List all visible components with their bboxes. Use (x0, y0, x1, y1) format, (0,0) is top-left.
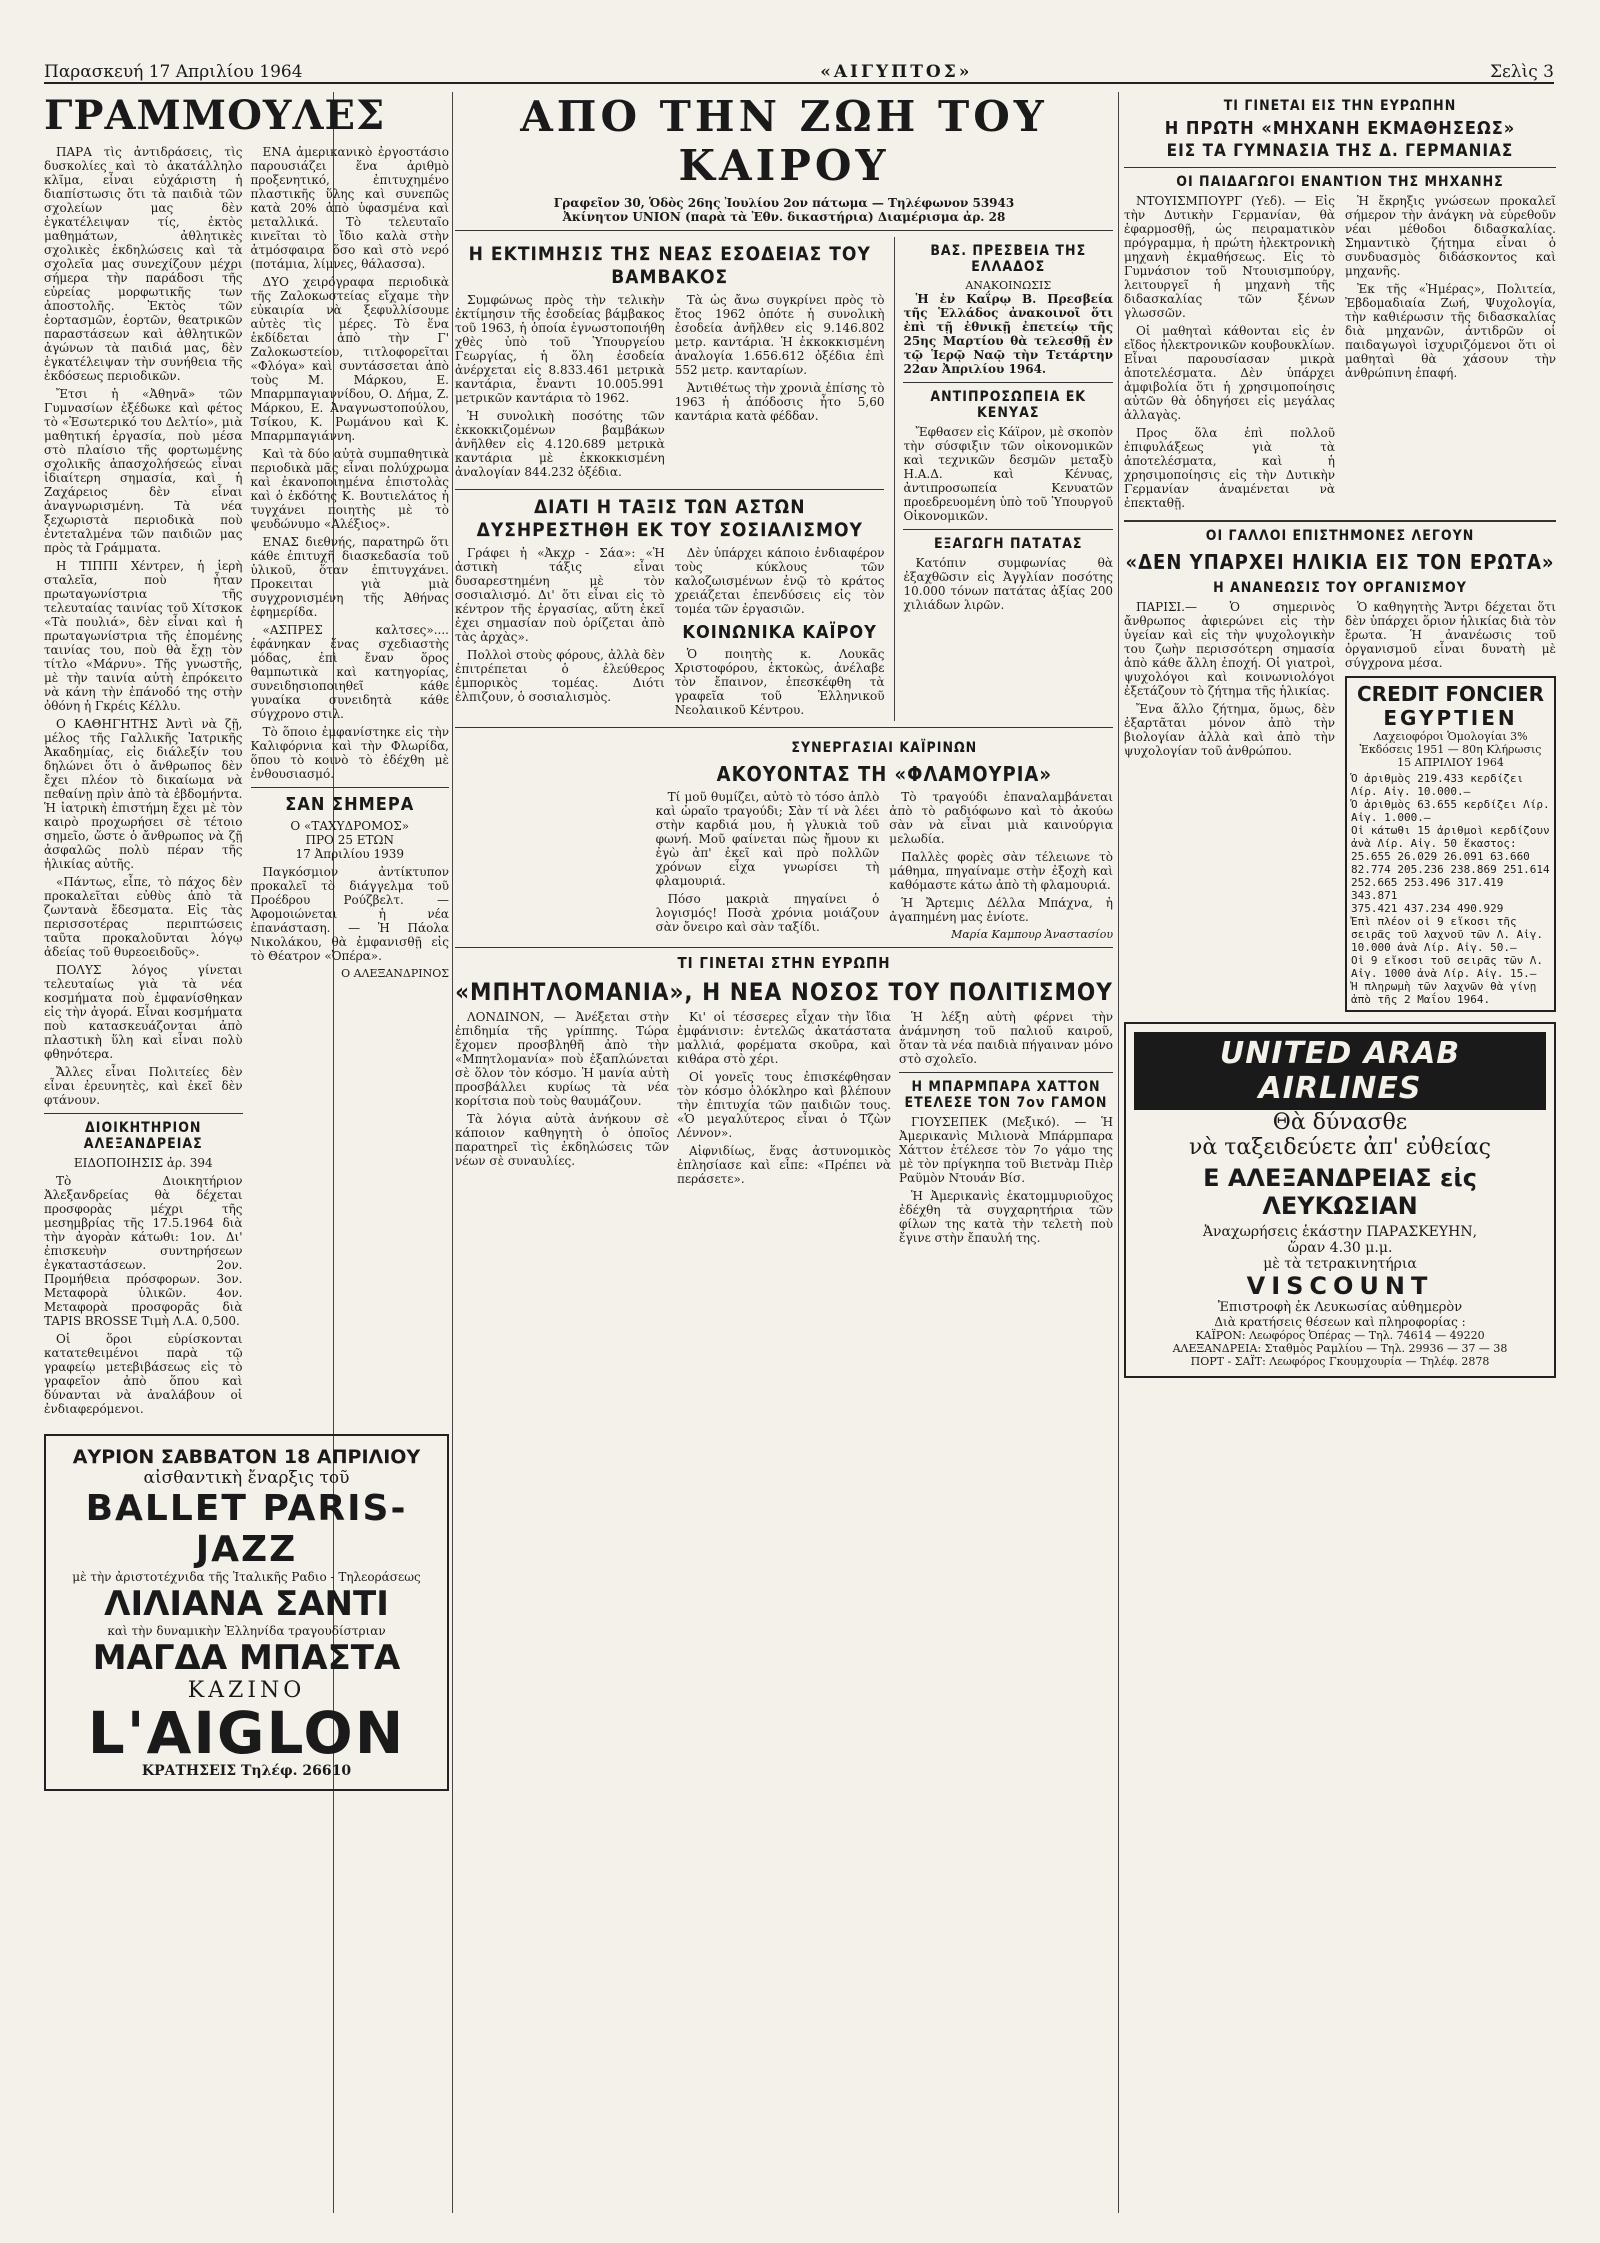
paragraph: «Πάντως, εἶπε, τὸ πάχος δὲν προκαλεῖται εὐθὺς ἀπὸ τὰ ζωντανὰ ἔδεσματα. Εἰς τὰς περισσοτέρας περιπτώσεις ταῦτα προκαλοῦνται λόγῳ ἀδείας τοῦ θυρεοειδοῦς». (44, 875, 243, 959)
article-heading: «ΔΕΝ ΥΠΑΡΧΕΙ ΗΛΙΚΙΑ ΕΙΣ ΤΟΝ ΕΡΩΤΑ» (1125, 550, 1555, 574)
notice-row: Ὁ ἀριθμὸς 219.433 κερδίζει Λίρ. Αἰγ. 10.000.— (1351, 772, 1524, 798)
ad-venue-name: L'AIGLON (87, 1699, 406, 1767)
on-this-day-sub: Ο «ΤΑΧΥΔΡΟΜΟΣ» (290, 819, 410, 833)
office-address: Ἀκίνητον UNION (παρὰ τὰ Ἐθν. δικαστήρια) Διαμέρισμα ἀρ. 28 (562, 210, 1006, 224)
paragraph: Τί μοῦ θυμίζει, αὐτὸ τὸ τόσο ἁπλὸ καὶ ὡραῖο τραγούδι; Σὰν τί νὰ λέει στὴν καρδιά μου, ἡ γλυκιὰ τοῦ φωνή. Μοῦ φαίνεται πὼς ἤμουν κι ἐγὼ ἀπ' ἐκεῖ καὶ πρὸ πολλῶν χρόνων εἶχα γνωρίσει τὴ φλαμουριά. (655, 790, 880, 888)
paragraph: ΕΝΑ ἀμερικανικὸ ἐργοστάσιο παρουσιάζει ἕνα ἀριθμὸ προξενητικό, ἐπιτυχημένο πλαστικῆς ὕλης καὶ συνεπῶς κατὰ 20% ἀπὸ ὑφασμένα καὶ μεταλλικά. Τὸ τελευταῖο κινεῖται τὸ ἴδιο καλὰ στὴν ἀτμόσφαιρα ὅσο καὶ στὸ νερό (ποτάμια, λίμνες, θάλασσα). (250, 145, 449, 271)
paragraph: Η ΤΙΠΠΙ Χέντρεν, ἡ ἱερὴ σταλεῖα, ποὺ ἦταν πρωταγωνίστρια τῆς τελευταίας ταινίας τοῦ Χίτσκοκ «Τὰ πουλιά», δὲν εἶναι καὶ ἡ πρωταγωνίστρια τῆς ἐπομένης ταινίας του, ποὺ θὰ ἔχῃ τὸν τίτλο «Μάρνυ». Τῆς γνωστῆς, μὲ τὴν ταινία αὐτὴ ἐπρόκειτο νὰ κάνη τὴν ἐπάνοδό της στὴν ὀθόνη ἡ Γκρέις Κέλλυ. (44, 559, 243, 713)
signature: Ο ΑΛΕΞΑΝΔΡΙΝΟΣ (341, 967, 449, 980)
paragraph: Οἱ γονεῖς τους ἐπισκέφθησαν τὸν κόσμο ὁλόκληρο καὶ βλέπουν τὴν ἐπιτυχία τῶν παιδιῶν τους. «Ὁ μεγαλύτερος εἶναι ὁ Τζὼν Λέννον». (677, 1070, 891, 1140)
paragraph: Κατόπιν συμφωνίας θὰ ἐξαχθῶσιν εἰς Ἀγγλίαν ποσότης 10.000 τόνων πατάτας ἀξίας 200 χιλιάδων λιρῶν. (903, 556, 1113, 612)
ad-line: Ἀναχωρήσεις ἑκάστην ΠΑΡΑΣΚΕΥΗΝ, (1202, 1224, 1478, 1240)
notice-end: Οἱ ὅροι εὑρίσκονται κατατεθειμένοι παρὰ τῷ γραφείῳ μετεβιβάσεως εἰς τὸ γραφεῖον ἀπὸ ὅπου καὶ δύνανται νὰ ἀναλάβουν οἱ ἐνδιαφερόμενοι. (44, 1332, 243, 1416)
on-this-day-body: Παγκόσμιον ἀντίκτυπον προκαλεῖ τὸ διάγγελμα τοῦ Προέδρου Ρούζβελτ. — Ἀφομοιώνεται ἡ νέα ἐπανάσταση. — Ἡ Πάολα Νικολάκου, θὰ ἐμφανισθῇ εἰς τὸ Θέατρον «Ὀπέρα». (250, 865, 449, 963)
paragraph: Δὲν ὑπάρχει κάποιο ἐνδιαφέρον τοὺς κύκλους τῶν καλοζωισμένων ἐνῷ τὸ κράτος χρειάζεται ἐπενδύσεις εἰς τὸν τομέα τῶν ἐργασιῶν. (674, 546, 885, 616)
article-heading: ΕΞΑΓΩΓΗ ΠΑΤΑΤΑΣ (933, 536, 1083, 552)
paragraph: Αἰφνιδίως, ἕνας ἀστυνομικὸς ἐπλησίασε καὶ εἶπε: «Πρέπει νὰ περάσετε». (677, 1144, 891, 1186)
article-heading: Η ΕΚΤΙΜΗΣΙΣ ΤΗΣ ΝΕΑΣ ΕΣΟΔΕΙΑΣ ΤΟΥ ΒΑΜΒΑΚΟΣ (468, 243, 871, 288)
ad-artist: ΜΑΓΔΑ ΜΠΑΣΤΑ (92, 1638, 401, 1678)
ad-line: μὲ τὰ τετρακινητήρια (1263, 1256, 1417, 1272)
signature: Μαρία Καμπουρ Ἀναστασίου (951, 928, 1113, 941)
article-heading: «ΜΠΗΤΛΟΜΑΝΙΑ», Η ΝΕΑ ΝΟΣΟΣ ΤΟΥ ΠΟΛΙΤΙΣΜΟΥ (455, 978, 1113, 1006)
notice-line: Λαχειοφόροι Ὁμολογίαι 3% (1373, 730, 1528, 743)
ad-contact: ΑΛΕΞΑΝΔΡΕΙΑ: Σταθμὸς Ραμλίου — Τηλ. 29936 — 37 — 38 (1172, 1342, 1508, 1355)
ad-line: Ἐπιστροφὴ ἐκ Λευκωσίας αὐθημερὸν (1217, 1300, 1463, 1315)
casino-advertisement (44, 1434, 449, 1791)
column-rule (1118, 92, 1119, 2213)
paragraph: Τὰ ὡς ἄνω συγκρίνει πρὸς τὸ ἔτος 1962 ὁπότε ἡ συνολικὴ ἐσοδεία ἀνῆλθεν εἰς 9.146.802 μετρ. καντάρια. Ἡ ἐκκοκκισμένη ἀναλογία 1.656.612 ὀξέδια ἐπὶ 552 μετρ. κανταρίων. (674, 293, 885, 377)
paragraph: Κι' οἱ τέσσερες εἶχαν τὴν ἴδια ἐμφάνισιν: ἐντελῶς ἀκατάστατα μαλλιά, φορέματα σκοῦρα, καὶ κιθάρα στὸ χέρι. (677, 1010, 891, 1066)
article-kicker: ΣΥΝΕΡΓΑΣΙΑΙ ΚΑΪΡΙΝΩΝ (791, 740, 978, 756)
paragraph: Ο ΚΑΘΗΓΗΤΗΣ Ἀντὶ νὰ ζῇ, μέλος τῆς Γαλλικῆς Ἰατρικῆς Ἀκαδημίας, εἰς διάλεξίν του δηλώνει ὅτι ὁ ἄνθρωπος δὲν ἔχει πλέον τὸ δικαίωμα νὰ πεθαίνῃ πρὶν ἀπὸ τὰ ἑβδομήντα. Ἡ ἰατρικὴ ἐπιστήμη ἔχει μὲ τὸν καιρὸ προχωρήσει σὲ τέτοιο σημεῖο, ὥστε ὁ ἄνθρωπος νὰ ζῇ ἀσφαλῶς πολὺ πέραν τῆς ἡλικίας αὐτῆς. (44, 717, 243, 871)
masthead (44, 60, 1554, 84)
column-heading: ΓΡΑΜΜΟΥΛΕΣ (44, 92, 386, 139)
column-cairo-life (455, 92, 1113, 2225)
credit-foncier-notice (1345, 676, 1556, 1012)
notice-date: 15 ΑΠΡΙΛΙΟΥ 1964 (1397, 756, 1504, 769)
paragraph: Ἡ Ἀμερικανὶς ἑκατομμυριοῦχος ἐδέχθη τὰ συγχαρητήρια τῶν φίλων της κατὰ τὴν τελετὴ ποὺ ἔγινε στὴν ἔπαυλή της. (899, 1189, 1113, 1245)
article-heading: ΒΑΣ. ΠΡΕΣΒΕΙΑ ΤΗΣ ΕΛΛΑΔΟΣ (930, 243, 1087, 275)
paragraph: Συμφώνως πρὸς τὴν τελικὴν ἐκτίμησιν τῆς ἐσοδείας βάμβακος τοῦ 1963, ἡ ὁποία ἐγνωστοποιήθη χθὲς ὑπὸ τοῦ Ὑπουργείου Γεωργίας, ἡ ὅλη ἐσοδεία ἀνέρχεται εἰς 8.833.461 μετρικὰ καντάρια, ἔναντι 10.005.991 μετρικῶν καντάρια τὸ 1962. (455, 293, 665, 405)
notice-row: Οἱ 9 εἴκοσι τοῦ σειρᾶς τῶν Λ. Αἰγ. 1000 ἀνὰ Λίρ. Αἰγ. 15.— (1351, 954, 1544, 980)
notice-row: 25.655 26.029 26.091 63.660 (1351, 850, 1530, 863)
airline-advertisement (1124, 1022, 1556, 1378)
paragraph: Ἄλλες εἶναι Πολιτείες δὲν εἶναι ἐρευνητὲς, καὶ ἐκεῖ δὲν φτάνουν. (44, 1065, 243, 1107)
paragraph: Καὶ τὰ δύο αὐτὰ συμπαθητικὰ περιοδικὰ μᾶς εἶναι πολύχρωμα καὶ ἐκανοποιημένα ἐπιστολὰς καὶ ὁ ἐκδότης Κ. Βουτιελάτος ἡ τυγχάνει ποιητὴς μὲ τὸ ψευδώνυμο «Ἀλέξιος». (250, 447, 449, 531)
social-heading: ΚΟΙΝΩΝΙΚΑ ΚΑΪΡΟΥ (682, 622, 877, 643)
paragraph: Τὸ ὅποιο ἐμφανίστηκε εἰς τὴν Καλιφόρνια καὶ τὴν Φλωρίδα, ὅπου τὸ κοινὸ τὸ ἐδέχθη μὲ ἐνθουσιασμό. (250, 725, 449, 781)
ad-artist: ΛΙΛΙΑΝΑ ΣΑΝΤΙ (104, 1584, 389, 1624)
paragraph: Τὰ λόγια αὐτὰ ἀνήκουν σὲ κάποιον καθηγητὴ ὁ ὁποῖος παρατηρεῖ τὶς ἐκδηλώσεις τῶν νέων σὲ συναυλίες. (455, 1112, 669, 1168)
column-rule (452, 92, 453, 2213)
notice-row: Ὁ ἀριθμὸς 63.655 κερδίζει Λίρ. Αἰγ. 1.000.— (1351, 798, 1550, 824)
section-heading: ΑΠΟ ΤΗΝ ΖΩΗ ΤΟΥ ΚΑΙΡΟΥ (520, 92, 1048, 190)
paragraph: ΝΤΟΥΙΣΜΠΟΥΡΓ (Υεδ). — Εἰς τὴν Δυτικὴν Γερμανίαν, θὰ ἐφαρμοσθῇ, ὡς πειραματικὸν πρόγραμμα, ἡ πρώτη ἠλεκτρονικὴ μηχανὴ ἐκμαθήσεως. Εἰς τὸ Γυμνάσιον τοῦ Ντουισμπούργ, λειτουργεῖ ἡ μηχανὴ τῆς διδασκαλίας τῶν ξένων γλωσσῶν. (1124, 194, 1335, 320)
notice-row: 375.421 437.234 490.929 (1351, 902, 1504, 915)
article-kicker: ΤΙ ΓΙΝΕΤΑΙ ΣΤΗΝ ΕΥΡΩΠΗ (677, 954, 891, 972)
ad-contact: ΚΑΪΡΟΝ: Λεωφόρος Ὀπέρας — Τηλ. 74614 — 49220 (1195, 1329, 1485, 1342)
article-heading: ΑΝΤΙΠΡΟΣΩΠΕΙΑ ΕΚ ΚΕΝΥΑΣ (930, 389, 1087, 421)
article-kicker: ΟΙ ΓΑΛΛΟΙ ΕΠΙΣΤΗΜΟΝΕΣ ΛΕΓΟΥΝ (1205, 528, 1475, 544)
paragraph: Ἀντιθέτως τὴν χρονιὰ ἐπίσης τὸ 1963 ἡ ἀπόδοσις ἦτο 5,60 καντάρια κατὰ φέδδαν. (674, 381, 885, 423)
paragraph: ΓΙΟΥΣΕΠΕΚ (Μεξικό). — Ἡ Ἀμερικανὶς Μιλιονὰ Μπάρμπαρα Χάττον ἐτέλεσε τὸν 7ο γάμο της μὲ τὸν πρίγκηπα τοῦ Βιετνὰμ Πιὲρ Ραϋμὸν Ντουάν Βίσ. (899, 1115, 1113, 1185)
office-address: Γραφεῖον 30, Ὁδὸς 26ης Ἰουλίου 2ον πάτωμα — Τηλέφωνον 53943 (553, 196, 1015, 210)
column-europe (1124, 92, 1556, 2225)
ad-line: αἰσθαντικὴ ἔναρξις τοῦ (143, 1468, 350, 1488)
section-kicker: ΤΙ ΓΙΝΕΤΑΙ ΕΙΣ ΤΗΝ ΕΥΡΩΠΗΝ (1223, 98, 1457, 114)
notice-title: CREDIT FONCIER (1357, 682, 1544, 706)
paragraph: Προς ὅλα ἐπὶ πολλοῦ ἐπιφυλάξεως γιὰ τὰ ἀποτελέσματα, καὶ ἡ χρησιμοποίησις εἰς τὴν Δυτικὴν Γερμανίαν ἀναμένεται νὰ ἐπεκταθῇ. (1124, 426, 1335, 510)
paragraph: Πόσο μακριὰ πηγαίνει ὁ λογισμός! Ποσὰ χρόνια μοιάζουν σὰν ὄνειρο καὶ σὰν ταξίδι. (655, 892, 880, 934)
paragraph: Ἡ Ἄρτεμις Δέλλα Μπάχνα, ἡ ἀγαπημένη μας ἐνίοτε. (889, 896, 1113, 924)
ad-line: Θὰ δύνασθε (1272, 1110, 1408, 1135)
paragraph: Οἱ μαθηταὶ κάθονται εἰς ἐν εἴδος ἠλεκτρονικῶν κουβουκλίων. Εἶναι παρουσίασαν μικρὰ ἀποτελέσματα. Δὲν ὑπάρχει ἀμφιβολία ὅτι ἡ χρησιμοποίησις αὐτῶν θὰ ὁδηγήσει εἰς μεγάλας ἀλλαγὰς. (1124, 324, 1335, 422)
paragraph: ΔΥΟ χειρόγραφα περιοδικὰ τῆς Ζαλοκωστείας εἴχαμε τὴν εὐκαιρία νὰ ξεφυλλίσουμε αὐτὲς τὶς μέρες. Τὸ ἕνα ἐκδίδεται ἀπὸ τὴν Γ' Ζαλοκωστείου, τιτλοφορεῖται «Φλόγα» καὶ συντάσσεται ἀπὸ τοὺς Μ. Μάρκου, Ε. Μπαρμπαγιαννίδου, Ο. Δήμα, Ζ. Μάρκου, Ε. Ἀναγνωστοπούλου, Τσίκου, Κ. Ρωμάνου καὶ Κ. Μπαρμπαγιάννη. (250, 275, 449, 443)
ad-contact: ΠΟΡΤ - ΣΑΪΤ: Λεωφόρος Γκουμχουρία — Τηλέφ. 2878 (1190, 1355, 1490, 1368)
paragraph: ΠΑΡΑ τὶς ἀντιδράσεις, τὶς δυσκολίες καὶ τὸ ἀκατάλληλο κλῖμα, εἶναι εὐχάριστη ἡ διαπίστωσις ὅτι τὰ παιδιὰ τῶν σχολείων μας δὲν ἐγκατέλειψαν τίς, ἐκτὸς μαθημάτων, ἀθλητικὲς σχολικὲς ἐκδηλώσεις καὶ τὰ σχολεῖα μας συνεχίζουν μέχρι σήμερα τὴν παράδοσι τῆς εὐρείας μορφωτικῆς των ἀποστολῆς. Ἐκτὸς τῶν ἑορτασμῶν, ἑορτῶν, θεατρικῶν παραστάσεων καὶ ἀθλητικῶν ἀγώνων τὰ παιδιά μας, δὲν ἐγκατέλειψαν τὴν συνήθεια τῆς ἐκδόσεως περιοδικῶν. (44, 145, 243, 383)
paragraph: Ἐκ τῆς «Ἡμέρας», Πολιτεία, Ἐβδομαδιαία Ζωή, Ψυχολογία, τὴν καθιέρωσιν τῆς διδασκαλίας διὰ μηχανῶν, ἀντιδρῶν οἱ παιδαγωγοὶ ἰσχυριζόμενοι ὅτι οἱ μαθηταὶ θὰ χάσουν τὴν ἀνθρώπινη ἐπαφή. (1345, 282, 1556, 380)
notice-row: 252.665 253.496 317.419 343.871 (1351, 876, 1504, 902)
article-heading: ΔΙΑΤΙ Η ΤΑΞΙΣ ΤΩΝ ΑΣΤΩΝ ΔΥΣΗΡΕΣΤΗΘΗ ΕΚ ΤΟΥ ΣΟΣΙΑΛΙΣΜΟΥ (476, 496, 863, 541)
airline-name: UNITED ARAB AIRLINES (1134, 1032, 1546, 1110)
ad-line: ὥραν 4.30 μ.μ. (1287, 1240, 1393, 1256)
article-subheading: ΟΙ ΠΑΙΔΑΓΩΓΟΙ ΕΝΑΝΤΙΟΝ ΤΗΣ ΜΗΧΑΝΗΣ (1176, 174, 1504, 190)
notice-title: EGYPTIEN (1383, 706, 1518, 730)
notice-line: Ἐκδόσεις 1951 — 80η Κλήρωσις (1359, 743, 1542, 756)
paper-name: «ΑΙΓΥΠΤΟΣ» (820, 62, 973, 82)
notice-row: Οἱ κάτωθι 15 ἀριθμοὶ κερδίζουν ἀνὰ Λίρ. Αἰγ. 50 ἕκαστος: (1351, 824, 1550, 850)
ad-line: ΑΥΡΙΟΝ ΣΑΒΒΑΤΟΝ 18 ΑΠΡΙΛΙΟΥ (72, 1446, 421, 1468)
on-this-day-heading: ΣΑΝ ΣΗΜΕΡΑ (285, 794, 415, 815)
paragraph: Ἡ ἐν Καΐρῳ Β. Πρεσβεία τῆς Ἑλλάδος ἀνακοινοῖ ὅτι ἐπὶ τῇ ἐθνικῇ ἐπετείῳ τῆς 25ης Μαρτίου θὰ τελεσθῇ ἐν τῷ Ἱερῷ Ναῷ τὴν Τετάρτην 22αν Ἀπριλίου 1964. (903, 292, 1113, 376)
notice-body: Τὸ Διοικητήριον Ἀλεξανδρείας θὰ δέχεται προσφορὰς μέχρι τῆς μεσημβρίας τῆς 17.5.1964 διὰ τὴν ἀγορὰν κάτωθι: 1ον. Δι' ἐπισκευὴν συντηρήσεων ἐγκαταστάσεων. 2ον. Προμήθεια πρόσφορων. 3ον. Μεταφορὰ ὑλικῶν. 4ον. Μεταφορὰ προσφορᾶς διὰ TAPIS BROSSE Τιμὴ Λ.Α. 0,500. (44, 1174, 243, 1328)
paragraph: ΠΟΛΥΣ λόγος γίνεται τελευταίως γιὰ τὰ νέα κοσμήματα ποὺ ἐμφανίσθηκαν εἰς τὴν ἀγορά. Εἶναι κοσμήματα ποὺ κατασκευάζονται ἀπὸ πλαστικὴ ὕλη καὶ εἶναι πολὺ φθηνότερα. (44, 963, 243, 1061)
on-this-day-sub: ΠΡΟ 25 ΕΤΩΝ (305, 833, 394, 847)
on-this-day-date: 17 Ἀπριλίου 1939 (295, 847, 405, 861)
paragraph: «ΑΣΠΡΕΣ καλτσες».... ἐφάνηκαν ἕνας σχεδιαστὴς μόδας, ἐπὶ ἔναν ὅρος θαμπωτικὰ καὶ κατηγορίας, συνειδησιοποιηθεῖ κάθε γυναίκα συνειδητὰ κάθε σύγχρονο στιλ. (250, 623, 449, 721)
paragraph: Παλλὲς φορὲς σὰν τέλειωνε τὸ μάθημα, πηγαίναμε στὴν ἐξοχὴ καὶ καθόμαστε κάτω ἀπὸ τὴ φλαμουριά. (889, 850, 1113, 892)
article-heading: Η ΜΠΑΡΜΠΑΡΑ ΧΑΤΤΟΝ ΕΤΕΛΕΣΕ ΤΟΝ 7ον ΓΑΜΟΝ (904, 1079, 1108, 1111)
article-heading: Η ΠΡΩΤΗ «ΜΗΧΑΝΗ ΕΚΜΑΘΗΣΕΩΣ» (1164, 118, 1516, 139)
ad-line: Διὰ κρατήσεις θέσεων καὶ πληροφορίας : (1214, 1315, 1466, 1329)
notice-heading: ΔΙΟΙΚΗΤΗΡΙΟΝ ΑΛΕΞΑΝΔΡΕΙΑΣ (83, 1120, 203, 1152)
ad-venue: ΚΑΖΙΝΟ (187, 1678, 306, 1703)
article-heading: ΕΙΣ ΤΑ ΓΥΜΝΑΣΙΑ ΤΗΣ Δ. ΓΕΡΜΑΝΙΑΣ (1166, 141, 1514, 161)
paragraph: Γράφει ἡ «Ἀκχρ - Σάα»: «Ἡ ἀστικὴ τάξις εἶναι δυσαρεστημένη μὲ τὸν σοσιαλισμό. Δι' ὅτι εἶναι εἰς τὸ κέντρον τῆς ἐργασίας, αὕτη ἐκεῖ ἐχει σημασίαν ποὺ ὁρίζεται ἀπὸ τὰς ἀρχὰς». (455, 546, 665, 644)
article-subheading: ΑΝΑΚΟΙΝΩΣΙΣ (965, 279, 1052, 292)
paragraph: ΠΑΡΙΣΙ.— Ὁ σημερινὸς ἄνθρωπος ἀφιερώνει εἰς τὴν ὑγείαν καὶ εἰς τὴν ψυχολογικὴν του ζωὴν περισσότερη σημασία ἀπὸ κάθε ἄλλη ἐποχή. Οἱ γιατροὶ, ψυχολόγοι καὶ κοινωνιολόγοι ἐξετάζουν τὸ ζήτημα τῆς ἡλικίας. (1124, 600, 1335, 698)
ad-phone: ΚΡΑΤΗΣΕΙΣ Τηλέφ. 26610 (141, 1763, 352, 1779)
notice-subheading: ΕΙΔΟΠΟΙΗΣΙΣ ἀρ. 394 (73, 1156, 213, 1170)
ad-line: καὶ τὴν δυναμικὴν Ἑλληνίδα τραγουδίστριαν (107, 1624, 386, 1638)
ad-aircraft: VISCOUNT (1246, 1272, 1434, 1300)
ad-title: BALLET PARIS-JAZZ (85, 1488, 408, 1570)
paragraph: Ὁ καθηγητὴς Ἄντρι δέχεται ὅτι δὲν ὑπάρχει ὅριον ἡλικίας διὰ τὸν ἔρωτα. Ἡ ἀνανέωσις τοῦ ὀργανισμοῦ εἶναι δυνατὴ μὲ σύγχρονα μέσα. (1345, 600, 1556, 670)
paragraph: Ἔνα ἄλλο ζήτημα, ὅμως, δὲν ἐξαρτᾶται μόνον ἀπὸ τὴν βιολογίαν ἀλλὰ καὶ ἀπὸ τὴν ψυχολογίαν τοῦ ἀνθρώπου. (1124, 702, 1335, 758)
paragraph: Ἔτσι ἡ «Ἀθηνᾶ» τῶν Γυμνασίων ἐξέδωκε καὶ φέτος τὸ «Ἐσωτερικό του Δελτίο», μιὰ μαθητική ἐργασία, ποὺ μέσα στὸ πλαίσιο τῆς φορτωμένης σχολικῆς ἀπασχολήσεώς εἶναι ἰδιαίτερη σημασία, καὶ ἡ Ζαχάρειος δὲν εἶναι ἀναγνωρισμένη. Τὰ νέα ξεχωριστὰ περιοδικὰ ποὺ ἐντεταλμένα τῶν παιδιῶν μας πρὸς τὰ Γράμματα. (44, 387, 243, 555)
issue-date: Παρασκευή 17 Απριλίου 1964 (44, 62, 303, 82)
article-heading: ΑΚΟΥΟΝΤΑΣ ΤΗ «ΦΛΑΜΟΥΡΙΑ» (716, 762, 1052, 786)
paragraph: Ὁ ποιητὴς κ. Λουκᾶς Χριστοφόρου, ἐκτοκὼς, ἀνέλαβε τὸν ἔπαινον, ἐπεσκέφθη τὰ γραφεῖα τοῦ Ἑλληνικοῦ Νεολαιικοῦ Κέντρου. (674, 647, 885, 717)
notice-row: Ἐπὶ πλέον οἱ 9 εἴκοσι τῆς σειρᾶς τοῦ λαχνοῦ τῶν Λ. Αἰγ. 10.000 ἀνὰ Λίρ. Αἰγ. 50.— (1351, 915, 1544, 954)
ad-line: νὰ ταξειδεύετε ἀπ' εὐθείας (1189, 1135, 1491, 1160)
paragraph: Ἡ ἔκρηξις γνώσεων προκαλεῖ σήμερον τὴν ἀνάγκη νὰ εὑρεθοῦν νέαι μέθοδοι διδασκαλίας. Σημαντικὸ ζήτημα εἶναι ὁ συνδυασμὸς διδάσκοντος καὶ μηχανῆς. (1345, 194, 1556, 278)
article-subheading: Η ΑΝΑΝΕΩΣΙΣ ΤΟΥ ΟΡΓΑΝΙΣΜΟΥ (1213, 580, 1467, 596)
notice-row: Ἡ πληρωμὴ τῶν λαχνῶν θὰ γίνῃ ἀπὸ τῆς 2 Μαΐου 1964. (1351, 980, 1537, 1006)
column-grammoules (44, 92, 449, 2225)
paragraph: Ἔφθασεν εἰς Κάϊρον, μὲ σκοπὸν τὴν σύσφιξιν τῶν οἰκονομικῶν καὶ τεχνικῶν δεσμῶν μεταξὺ Η.Α.Δ. καὶ Κένυας, ἀντιπροσωπεία Κενυατῶν προεδρευομένη ὑπὸ τοῦ Ὑπουργοῦ Οἰκονομικῶν. (903, 425, 1113, 523)
paragraph: Πολλοὶ στοὺς φόρους, ἀλλὰ δὲν ἐπιτρέπεται ὁ ἐλεύθερος ἐμπορικὸς τομέας. Διότι ἐλπιζουν, ὁ σοσιαλισμὸς. (455, 648, 665, 704)
paragraph: ΕΝΑΣ διεθνής, παρατηρῶ ὅτι κάθε ἐπιτυχῆ διασκεδασία τοῦ ὑλικοῦ, ὅταν ἐπιτυγχάνει. Προκειται γιὰ μιὰ συγχρονισμένη τῆς Ἀθήνας ἐφημερίδα. (250, 535, 449, 619)
paragraph: Τὸ τραγούδι ἐπαναλαμβάνεται ἀπὸ τὸ ραδιόφωνο καὶ τὸ ἀκούω σὰν νὰ εἶναι μιὰ καινούργια μελωδία. (889, 790, 1113, 846)
paragraph: Ἡ λέξη αὐτὴ φέρνει τὴν ἀνάμνηση τοῦ παλιοῦ καιροῦ, ὅταν τὰ νέα παιδιὰ πήγαιναν μόνο στὸ σχολεῖο. (899, 1010, 1113, 1066)
paragraph: Ἡ συνολικὴ ποσότης τῶν ἐκκοκκιζομένων βαμβάκων ἀνῆλθεν εἰς 4.120.689 μετρικὰ καντάρια μὲ ἐκκοκκισμένη ἀναλογίαν 844.232 ὀξέδια. (455, 409, 665, 479)
ad-line: μὲ τὴν ἀριστοτέχνιδα τῆς Ἰταλικῆς Ραδιο - Τηλεοράσεως (72, 1570, 421, 1584)
notice-row: 82.774 205.236 238.869 251.614 (1351, 863, 1550, 876)
ad-route: Ε ΑΛΕΞΑΝΔΡΕΙΑΣ εἰς ΛΕΥΚΩΣΙΑΝ (1203, 1164, 1477, 1220)
page-number: Σελὶς 3 (1489, 62, 1554, 82)
paragraph: ΛΟΝΔΙΝΟΝ, — Ἀνέξεται στὴν ἐπιδημία τῆς γρίππης. Τώρα ἔχομεν προσβληθῆ ἀπὸ τὴν «Μπητλομανία» ποὺ ἐξαπλώνεται σὲ ὅλον τὸν κόσμο. Ἡ μανία αὐτὴ προσβάλλει κυρίως τὰ νέα κορίτσια ποὺ τοὺς θαυμάζουν. (455, 1010, 669, 1108)
